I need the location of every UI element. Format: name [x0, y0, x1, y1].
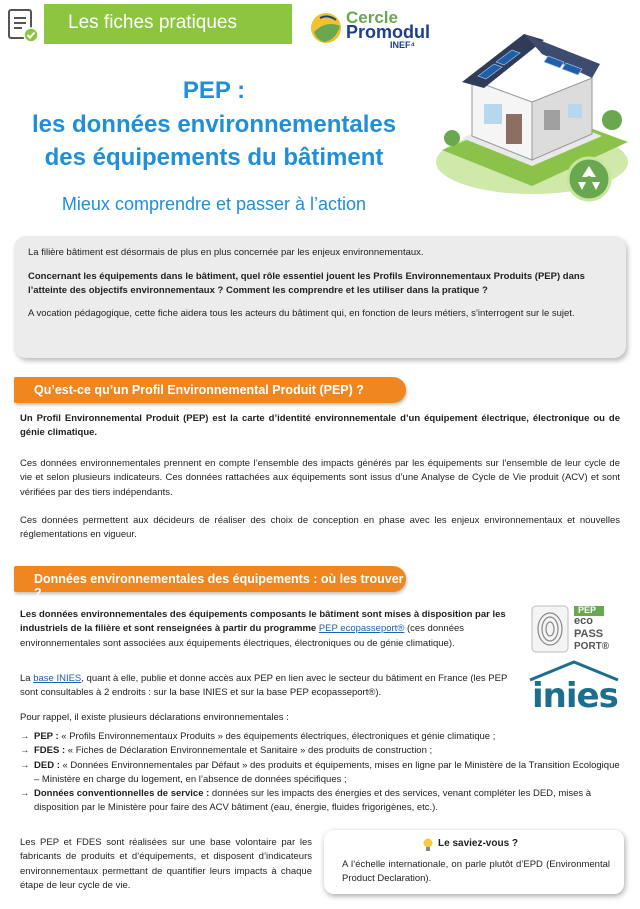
intro-paragraph-3: A vocation pédagogique, cette fiche aidera tous les acteurs du bâtiment qui, en fonction de leurs métiers, s’interrogent sur le sujet. — [28, 308, 575, 320]
section2-p2-rest: , quant à elle, publie et donne accès aux PEP en lien avec le secteur du bâtiment en France (les PEP sont consultables à 2 endroits : sur la base INIES et sur la base PEP ecopasseport®). — [20, 673, 508, 699]
section-heading-pep: Qu’est-ce qu’un Profil Environnemental Produit (PEP) ? — [14, 377, 406, 403]
pep-ecopasseport-link[interactable]: PEP ecopasseport® — [318, 623, 405, 635]
list-text: « Fiches de Déclaration Environnementale et Sanitaire » des produits de construction ; — [65, 745, 433, 757]
inies-logo — [524, 660, 624, 716]
list-item — [20, 744, 626, 758]
section2-paragraph-1 — [20, 608, 520, 651]
intro-paragraph-1: La filière bâtiment est désormais de plus en plus concernée par les enjeux environnementaux. — [28, 247, 424, 258]
logo-line2: Promodul — [346, 22, 430, 42]
section-heading-where: Données environnementales des équipements : où les trouver ? — [14, 566, 406, 592]
declarations-list — [20, 730, 626, 816]
pep-ecopasseport-logo — [530, 604, 620, 654]
page-subtitle: Mieux comprendre et passer à l’action — [61, 194, 367, 214]
logo-line3: INEF⁴ — [390, 40, 415, 50]
list-term: FDES : — [34, 745, 66, 757]
logo-line1: Cercle — [346, 8, 398, 27]
title-line3: des équipements du bâtiment — [44, 144, 384, 172]
list-term: PEP : — [34, 731, 59, 742]
pep-logo-line2: eco — [574, 615, 593, 627]
section2-p1-rest: (ces données environnementales sont associées aux équipements électriques, électroniques ou de génie climatique). — [20, 623, 465, 649]
document-check-icon — [6, 8, 40, 44]
list-term: DED : — [34, 759, 60, 771]
callout-title: Le saviez-vous ? — [438, 838, 519, 849]
fiches-pratiques-banner — [44, 4, 292, 44]
callout-body: A l’échelle internationale, on parle plutôt d’EPD (Environmental Product Declaration). — [342, 859, 610, 885]
lightbulb-icon — [422, 838, 434, 852]
arrow-icon: → — [20, 745, 30, 757]
section2-p2-prefix: La — [20, 673, 34, 684]
list-text: « Données Environnementales par Défaut » des produits et équipements, mises en ligne par le Ministère de la Transition Ecologique – Ministère en charge du logement, en l’absence de données spécifiques ; — [34, 759, 620, 785]
section2-paragraph-3: Pour rappel, il existe plusieurs déclarations environnementales : — [20, 712, 289, 723]
arrow-icon: → — [20, 759, 30, 771]
title-line1: PEP : — [182, 77, 246, 104]
banner-label: Les fiches pratiques — [68, 12, 237, 33]
pep-logo-line1: PEP — [578, 605, 597, 615]
section1-paragraph-2: Ces données environnementales prennent en compte l’ensemble des impacts générés par les équipements sur l’ensemble de leur cycle de vie et selon plusieurs indicateurs. Ces données rattachées aux équipements sont issus d’une Analyse de Cycle de Vie produit (ACV) et sont vérifiées par des tiers indépendants. — [20, 458, 620, 498]
inies-logo-text: inies — [532, 676, 618, 716]
section1-paragraph-1: Un Profil Environnemental Produit (PEP) est la carte d’identité environnementale d’un équipement électrique, électronique ou de génie climatique. — [20, 413, 620, 439]
section2-p1-bold: Les données environnementales des équipements composants le bâtiment sont mises à disposition par les industriels de la filière et sont renseignées à partir du programme — [20, 609, 506, 635]
list-item — [20, 787, 626, 816]
section2-paragraph-2 — [20, 672, 520, 701]
list-text: « Profils Environnementaux Produits » des équipements électriques, électroniques et génie climatique ; — [58, 731, 496, 742]
list-item — [20, 759, 626, 788]
list-text: données sur les impacts des énergies et des services, venant compléter les DED, mises à disposition par le Ministère pour faire des ACV bâtiment (eau, énergie, fluides frigorigènes, etc.). — [34, 788, 592, 814]
list-term: Données conventionnelles de service : — [34, 788, 210, 799]
section2-paragraph-4: Les PEP et FDES sont réalisées sur une base volontaire par les fabricants de produits et d’équipements, et disposent d’indicateurs environnementaux permettant de quantifier leurs impacts à chaque étape de leur cycle de vie. — [20, 837, 312, 891]
list-item — [20, 730, 626, 744]
title-line2: les données environnementales — [31, 110, 397, 138]
intro-paragraph-2: Concernant les équipements dans le bâtiment, quel rôle essentiel jouent les Profils Environnementaux Produits (PEP) dans l’atteinte des objectifs environnementaux ? Comment les comprendre et les utiliser dans la pratique ? — [28, 270, 585, 296]
globe-icon — [306, 6, 346, 46]
arrow-icon: → — [20, 788, 30, 799]
page-title — [0, 74, 428, 175]
pep-logo-line3: PASS — [574, 628, 604, 640]
section1-paragraph-3: Ces données permettent aux décideurs de réaliser des choix de conception en phase avec les enjeux environnementaux et nouvelles réglementations en vigueur. — [20, 515, 620, 541]
recycle-icon — [566, 156, 612, 202]
intro-box — [14, 236, 626, 358]
did-you-know-callout — [324, 830, 624, 894]
base-inies-link[interactable]: base INIES — [33, 673, 82, 684]
arrow-icon: → — [20, 731, 30, 742]
pep-logo-line4: PORT® — [574, 641, 610, 652]
